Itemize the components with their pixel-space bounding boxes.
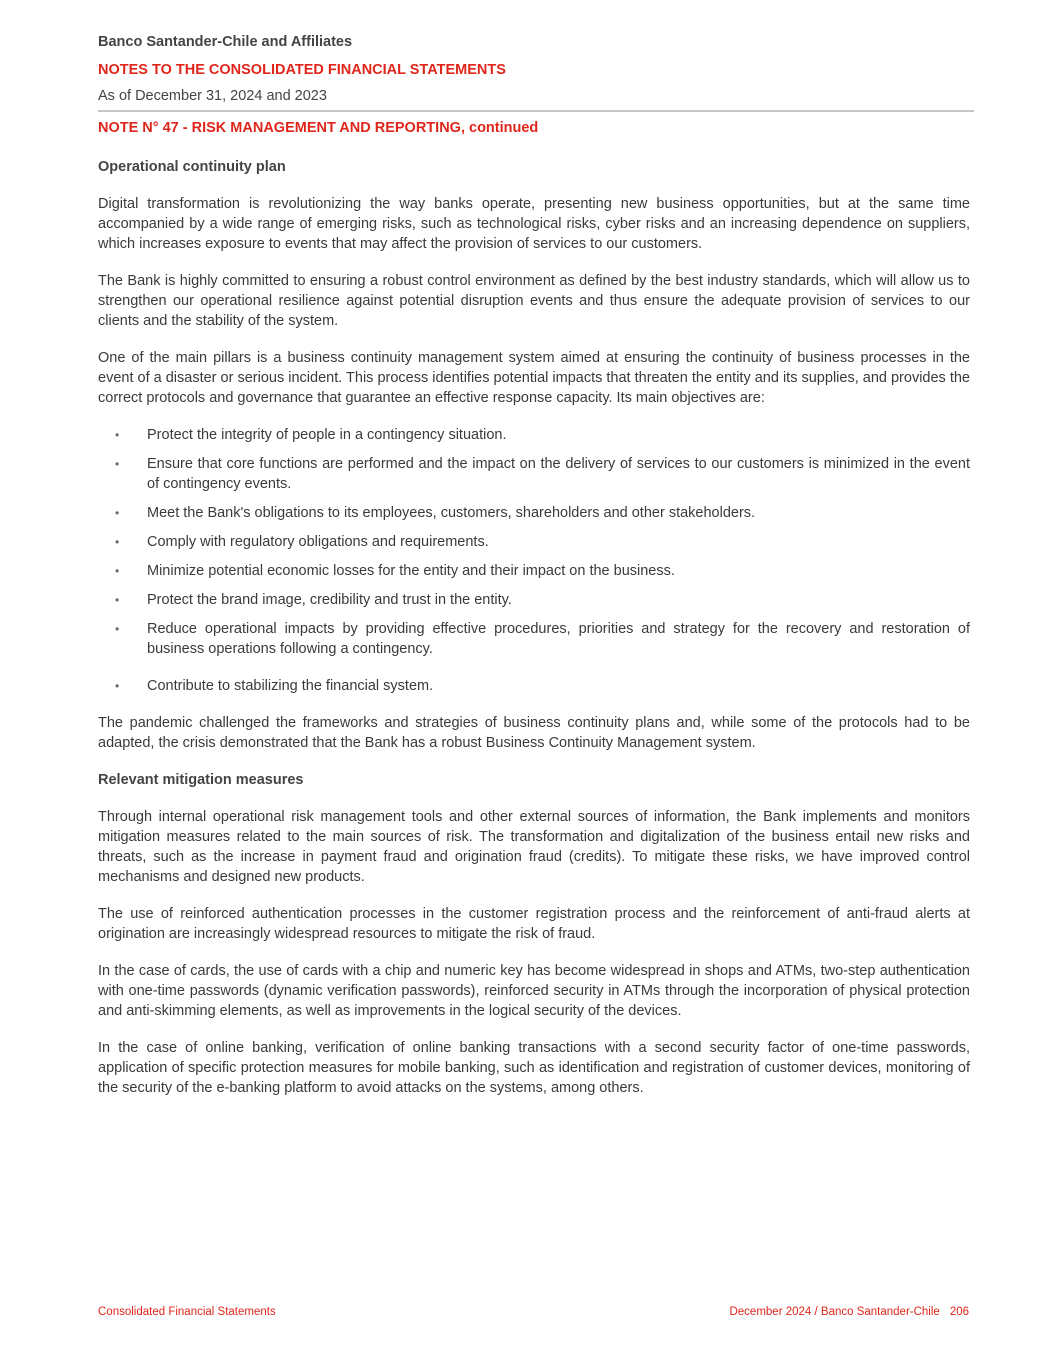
bullet-icon: • bbox=[115, 428, 120, 442]
list-item bbox=[98, 425, 970, 445]
list-item-text: Contribute to stabilizing the financial system. bbox=[147, 678, 434, 694]
paragraph: The pandemic challenged the frameworks and strategies of business continuity plans and, while some of the protocols had to be adapted, the crisis demonstrated that the Bank has a robust Business Continuity Management system. bbox=[98, 715, 970, 751]
bullet-icon: • bbox=[115, 535, 120, 549]
paragraph: In the case of cards, the use of cards with a chip and numeric key has become widespread in shops and ATMs, two-step authentication with one-time passwords (dynamic verification passwords), reinforced security in ATMs through the incorporation of physical protection and anti-skimming elements, as well as improvements in the logical security of the devices. bbox=[98, 963, 970, 1019]
list-item bbox=[98, 532, 970, 552]
list-item-text: Meet the Bank's obligations to its employees, customers, shareholders and other stakeholders. bbox=[147, 505, 756, 521]
objectives-list bbox=[98, 425, 970, 696]
list-item-text: Protect the integrity of people in a contingency situation. bbox=[147, 427, 507, 443]
bullet-icon: • bbox=[115, 457, 120, 471]
paragraph: The use of reinforced authentication processes in the customer registration process and the reinforcement of anti-fraud alerts at origination are increasingly widespread resources to mitigate the risk of fraud. bbox=[98, 906, 970, 942]
list-item bbox=[98, 561, 970, 581]
section-heading-continuity: Operational continuity plan bbox=[98, 159, 286, 175]
list-item-text: Protect the brand image, credibility and trust in the entity. bbox=[147, 592, 512, 608]
list-item bbox=[98, 454, 970, 494]
footer-date-bank: December 2024 / Banco Santander-Chile bbox=[729, 1306, 940, 1318]
list-item-text: Reduce operational impacts by providing effective procedures, priorities and strategy for the recovery and restoration of business operations following a contingency. bbox=[147, 621, 970, 657]
section-heading-mitigation: Relevant mitigation measures bbox=[98, 772, 304, 788]
paragraph: Digital transformation is revolutionizing the way banks operate, presenting new business opportunities, but at the same time accompanied by a wide range of emerging risks, such as technological risks, cyber risks and an increasing dependence on suppliers, which increases exposure to events that may affect the provision of services to our customers. bbox=[98, 196, 970, 252]
bullet-icon: • bbox=[115, 622, 120, 636]
list-item bbox=[98, 503, 970, 523]
page-number: 206 bbox=[949, 1306, 969, 1318]
bullet-icon: • bbox=[115, 564, 120, 578]
paragraph: The Bank is highly committed to ensuring a robust control environment as defined by the best industry standards, which will allow us to strengthen our operational resilience against potential disruption events and thus ensure the adequate provision of services to our clients and the stability of the system. bbox=[98, 273, 970, 329]
paragraph: Through internal operational risk management tools and other external sources of information, the Bank implements and monitors mitigation measures related to the main sources of risk. The transformation and digitalization of the business entail new risks and threats, such as the increase in payment fraud and origination fraud (credits). To mitigate these risks, we have improved control mechanisms and designed new products. bbox=[98, 809, 970, 885]
list-item-text: Comply with regulatory obligations and requirements. bbox=[147, 534, 489, 550]
list-item bbox=[98, 676, 970, 696]
note-content bbox=[98, 157, 970, 1115]
notes-title: NOTES TO THE CONSOLIDATED FINANCIAL STATEMENTS bbox=[98, 62, 506, 78]
footer-page-info bbox=[729, 1306, 969, 1318]
paragraph: In the case of online banking, verification of online banking transactions with a second security factor of one-time passwords, application of specific protection measures for mobile banking, such as identification and registration of customer devices, monitoring of the security of the e-banking platform to avoid attacks on the systems, among others. bbox=[98, 1040, 970, 1096]
bullet-icon: • bbox=[115, 679, 120, 693]
list-item bbox=[98, 619, 970, 659]
company-name: Banco Santander-Chile and Affiliates bbox=[98, 34, 353, 50]
bullet-icon: • bbox=[115, 506, 120, 520]
header-divider bbox=[98, 110, 974, 112]
bullet-icon: • bbox=[115, 593, 120, 607]
list-item-text: Minimize potential economic losses for the entity and their impact on the business. bbox=[147, 563, 675, 579]
list-item bbox=[98, 590, 970, 610]
note-heading: NOTE N° 47 - RISK MANAGEMENT AND REPORTING, continued bbox=[98, 120, 539, 136]
list-item-text: Ensure that core functions are performed and the impact on the delivery of services to our customers is minimized in the event of contingency events. bbox=[147, 456, 970, 492]
footer-document-title: Consolidated Financial Statements bbox=[98, 1306, 276, 1318]
paragraph: One of the main pillars is a business continuity management system aimed at ensuring the continuity of business processes in the event of a disaster or serious incident. This process identifies potential impacts that threaten the entity and its supplies, and provides the correct protocols and governance that guarantee an effective response capacity. Its main objectives are: bbox=[98, 350, 970, 406]
as-of-date: As of December 31, 2024 and 2023 bbox=[98, 88, 327, 104]
